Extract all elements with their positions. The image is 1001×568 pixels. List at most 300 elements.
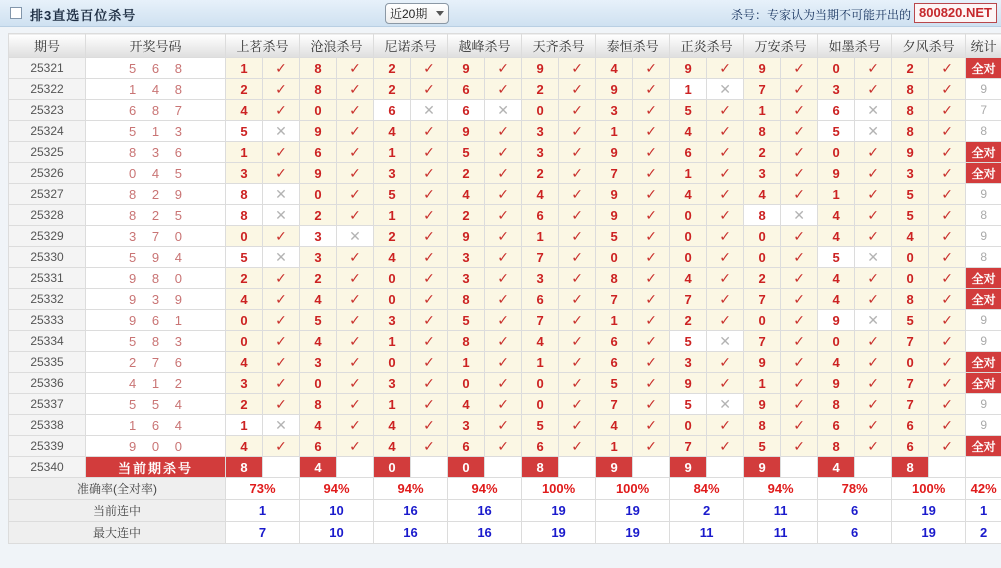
check-icon: ✓ <box>781 100 818 121</box>
check-icon: ✓ <box>855 58 892 79</box>
period-cell: 25328 <box>9 205 86 226</box>
kill-number-cell: 4 <box>448 184 485 205</box>
check-icon: ✓ <box>855 142 892 163</box>
current-kill-number-cell: 9 <box>596 457 633 478</box>
table-row <box>9 205 1001 226</box>
kill-number-cell: 8 <box>300 79 337 100</box>
kill-number-cell: 5 <box>596 226 633 247</box>
summary-value-cell: 19 <box>522 522 596 544</box>
table-row <box>9 373 1001 394</box>
check-icon: ✓ <box>633 226 670 247</box>
check-icon: ✓ <box>855 394 892 415</box>
check-icon: ✓ <box>337 142 374 163</box>
empty-cell <box>781 457 818 478</box>
row-stat-cell: 9 <box>966 331 1001 352</box>
kill-number-cell: 8 <box>448 331 485 352</box>
period-cell: 25330 <box>9 247 86 268</box>
check-icon: ✓ <box>633 436 670 457</box>
kill-number-cell: 9 <box>670 373 707 394</box>
check-icon: ✓ <box>781 352 818 373</box>
page-title: 排3直选百位杀号 <box>30 8 137 23</box>
check-icon: ✓ <box>781 436 818 457</box>
check-icon: ✓ <box>781 226 818 247</box>
summary-value-cell: 100% <box>522 478 596 500</box>
kill-number-cell: 8 <box>744 205 781 226</box>
kill-number-cell: 4 <box>448 394 485 415</box>
period-range-select[interactable] <box>385 3 449 24</box>
cross-icon: ✕ <box>707 394 744 415</box>
check-icon: ✓ <box>855 184 892 205</box>
summary-label: 当前连中 <box>9 500 226 522</box>
check-icon: ✓ <box>411 142 448 163</box>
period-cell: 25329 <box>9 226 86 247</box>
check-icon: ✓ <box>263 331 300 352</box>
kill-number-cell: 9 <box>448 58 485 79</box>
kill-number-cell: 4 <box>818 226 855 247</box>
kill-number-cell: 0 <box>448 373 485 394</box>
period-cell: 25339 <box>9 436 86 457</box>
check-icon: ✓ <box>337 184 374 205</box>
kill-number-cell: 1 <box>522 352 559 373</box>
check-icon: ✓ <box>263 163 300 184</box>
kill-number-cell: 0 <box>522 100 559 121</box>
check-icon: ✓ <box>855 331 892 352</box>
kill-number-cell: 4 <box>300 415 337 436</box>
kill-number-cell: 7 <box>522 310 559 331</box>
cross-icon: ✕ <box>411 100 448 121</box>
kill-number-cell: 0 <box>744 226 781 247</box>
check-icon: ✓ <box>411 415 448 436</box>
row-stat-cell: 全对 <box>966 373 1001 394</box>
kill-number-cell: 4 <box>818 268 855 289</box>
kill-number-cell: 7 <box>522 247 559 268</box>
table-row <box>9 79 1001 100</box>
kill-number-cell: 5 <box>226 247 263 268</box>
kill-number-cell: 6 <box>522 289 559 310</box>
kill-number-cell: 2 <box>374 226 411 247</box>
check-icon: ✓ <box>485 58 522 79</box>
kill-number-cell: 2 <box>226 79 263 100</box>
check-icon: ✓ <box>633 142 670 163</box>
kill-number-cell: 4 <box>596 415 633 436</box>
current-kill-number-cell: 4 <box>300 457 337 478</box>
kill-number-cell: 2 <box>300 268 337 289</box>
summary-value-cell: 94% <box>300 478 374 500</box>
summary-value-cell: 94% <box>448 478 522 500</box>
row-stat-cell: 全对 <box>966 58 1001 79</box>
check-icon: ✓ <box>781 247 818 268</box>
empty-cell <box>337 457 374 478</box>
kill-number-cell: 0 <box>300 373 337 394</box>
kill-number-cell: 6 <box>596 352 633 373</box>
kill-number-cell: 6 <box>522 205 559 226</box>
period-cell: 25337 <box>9 394 86 415</box>
check-icon: ✓ <box>855 436 892 457</box>
check-icon: ✓ <box>485 373 522 394</box>
kill-number-cell: 0 <box>226 226 263 247</box>
check-icon: ✓ <box>485 289 522 310</box>
kill-number-cell: 6 <box>448 79 485 100</box>
kill-number-cell: 1 <box>818 184 855 205</box>
kill-number-table <box>8 33 1001 544</box>
kill-number-cell: 5 <box>892 310 929 331</box>
row-stat-cell: 8 <box>966 121 1001 142</box>
check-icon: ✓ <box>633 163 670 184</box>
summary-value-cell: 94% <box>744 478 818 500</box>
kill-number-cell: 2 <box>744 268 781 289</box>
column-header-expert: 夕风杀号 <box>892 34 966 58</box>
kill-number-cell: 2 <box>522 79 559 100</box>
check-icon: ✓ <box>485 268 522 289</box>
summary-row <box>9 478 1001 500</box>
check-icon: ✓ <box>337 247 374 268</box>
check-icon: ✓ <box>929 436 966 457</box>
kill-number-cell: 3 <box>522 121 559 142</box>
chevron-down-icon <box>436 11 444 16</box>
check-icon: ✓ <box>337 205 374 226</box>
kill-number-cell: 8 <box>300 58 337 79</box>
check-icon: ✓ <box>485 163 522 184</box>
check-icon: ✓ <box>411 352 448 373</box>
kill-number-cell: 1 <box>374 205 411 226</box>
check-icon: ✓ <box>337 331 374 352</box>
summary-stat-cell: 1 <box>966 500 1001 522</box>
summary-value-cell: 11 <box>744 522 818 544</box>
check-icon: ✓ <box>411 163 448 184</box>
check-icon: ✓ <box>781 184 818 205</box>
kill-number-cell: 1 <box>226 142 263 163</box>
cross-icon: ✕ <box>855 247 892 268</box>
check-icon: ✓ <box>559 247 596 268</box>
winning-numbers-cell: 5 5 4 <box>86 394 226 415</box>
winning-numbers-cell: 8 2 9 <box>86 184 226 205</box>
check-icon: ✓ <box>929 394 966 415</box>
row-stat-cell: 8 <box>966 247 1001 268</box>
summary-row <box>9 500 1001 522</box>
kill-number-cell: 0 <box>744 310 781 331</box>
kill-number-cell: 2 <box>226 268 263 289</box>
check-icon: ✓ <box>411 331 448 352</box>
check-icon: ✓ <box>485 247 522 268</box>
table-row <box>9 394 1001 415</box>
summary-value-cell: 2 <box>670 500 744 522</box>
kill-number-cell: 7 <box>670 436 707 457</box>
kill-number-cell: 4 <box>818 352 855 373</box>
check-icon: ✓ <box>707 373 744 394</box>
current-kill-number-cell: 4 <box>818 457 855 478</box>
kill-number-cell: 3 <box>448 415 485 436</box>
table-row <box>9 226 1001 247</box>
empty-cell <box>411 457 448 478</box>
kill-number-cell: 8 <box>300 394 337 415</box>
summary-value-cell: 16 <box>374 500 448 522</box>
kill-number-cell: 3 <box>596 100 633 121</box>
kill-number-cell: 4 <box>374 436 411 457</box>
check-icon: ✓ <box>263 289 300 310</box>
empty-cell <box>929 457 966 478</box>
check-icon: ✓ <box>781 331 818 352</box>
kill-number-cell: 4 <box>670 121 707 142</box>
kill-number-cell: 1 <box>596 121 633 142</box>
check-icon: ✓ <box>633 415 670 436</box>
kill-number-cell: 4 <box>892 226 929 247</box>
kill-number-cell: 1 <box>226 58 263 79</box>
kill-number-cell: 9 <box>596 142 633 163</box>
kill-number-cell: 9 <box>596 205 633 226</box>
kill-number-cell: 3 <box>374 310 411 331</box>
check-icon: ✓ <box>929 205 966 226</box>
kill-number-cell: 8 <box>892 289 929 310</box>
check-icon: ✓ <box>707 289 744 310</box>
row-stat-cell: 9 <box>966 79 1001 100</box>
kill-number-cell: 7 <box>596 394 633 415</box>
winning-numbers-cell: 8 3 6 <box>86 142 226 163</box>
kill-number-cell: 2 <box>522 163 559 184</box>
kill-number-cell: 8 <box>892 79 929 100</box>
winning-numbers-cell: 8 2 5 <box>86 205 226 226</box>
kill-number-cell: 4 <box>818 289 855 310</box>
title-bar <box>0 0 1001 27</box>
summary-value-cell: 19 <box>892 500 966 522</box>
check-icon: ✓ <box>263 352 300 373</box>
check-icon: ✓ <box>337 310 374 331</box>
table-row <box>9 247 1001 268</box>
winning-numbers-cell: 5 8 3 <box>86 331 226 352</box>
kill-number-cell: 9 <box>448 226 485 247</box>
check-icon: ✓ <box>633 310 670 331</box>
check-icon: ✓ <box>337 415 374 436</box>
kill-number-cell: 5 <box>744 436 781 457</box>
table-row <box>9 331 1001 352</box>
table-row <box>9 163 1001 184</box>
kill-number-cell: 8 <box>892 100 929 121</box>
check-icon: ✓ <box>263 436 300 457</box>
check-icon: ✓ <box>707 184 744 205</box>
period-cell: 25333 <box>9 310 86 331</box>
kill-number-cell: 7 <box>892 394 929 415</box>
summary-value-cell: 10 <box>300 522 374 544</box>
summary-label: 最大连中 <box>9 522 226 544</box>
check-icon: ✓ <box>559 142 596 163</box>
current-kill-number-cell: 0 <box>374 457 411 478</box>
section-checkbox[interactable] <box>10 7 22 19</box>
kill-number-cell: 3 <box>300 226 337 247</box>
check-icon: ✓ <box>411 226 448 247</box>
summary-stat-cell: 2 <box>966 522 1001 544</box>
kill-number-cell: 0 <box>596 247 633 268</box>
check-icon: ✓ <box>929 310 966 331</box>
column-header-expert: 天齐杀号 <box>522 34 596 58</box>
summary-value-cell: 16 <box>448 522 522 544</box>
check-icon: ✓ <box>855 205 892 226</box>
check-icon: ✓ <box>559 331 596 352</box>
summary-value-cell: 19 <box>596 500 670 522</box>
row-stat-cell: 全对 <box>966 352 1001 373</box>
empty-cell <box>633 457 670 478</box>
kill-number-cell: 2 <box>670 310 707 331</box>
check-icon: ✓ <box>337 121 374 142</box>
kill-number-cell: 4 <box>374 121 411 142</box>
kill-number-cell: 5 <box>818 247 855 268</box>
empty-cell <box>559 457 596 478</box>
row-stat-cell: 9 <box>966 184 1001 205</box>
check-icon: ✓ <box>411 79 448 100</box>
winning-numbers-cell: 5 6 8 <box>86 58 226 79</box>
current-kill-number-cell: 0 <box>448 457 485 478</box>
check-icon: ✓ <box>263 394 300 415</box>
table-row <box>9 289 1001 310</box>
check-icon: ✓ <box>633 394 670 415</box>
column-header-expert: 尼诺杀号 <box>374 34 448 58</box>
winning-numbers-cell: 3 7 0 <box>86 226 226 247</box>
period-cell: 25331 <box>9 268 86 289</box>
check-icon: ✓ <box>263 310 300 331</box>
kill-number-cell: 4 <box>596 58 633 79</box>
period-cell: 25338 <box>9 415 86 436</box>
kill-number-cell: 4 <box>374 247 411 268</box>
check-icon: ✓ <box>485 436 522 457</box>
kill-number-cell: 4 <box>300 331 337 352</box>
check-icon: ✓ <box>633 247 670 268</box>
summary-value-cell: 16 <box>448 500 522 522</box>
kill-number-cell: 8 <box>226 184 263 205</box>
kill-number-cell: 4 <box>226 289 263 310</box>
check-icon: ✓ <box>411 373 448 394</box>
summary-value-cell: 6 <box>818 522 892 544</box>
kill-number-cell: 1 <box>670 79 707 100</box>
cross-icon: ✕ <box>263 247 300 268</box>
kill-number-cell: 9 <box>596 79 633 100</box>
kill-number-cell: 8 <box>818 436 855 457</box>
kill-number-cell: 9 <box>300 163 337 184</box>
check-icon: ✓ <box>411 436 448 457</box>
check-icon: ✓ <box>781 289 818 310</box>
column-header-stats: 统计 <box>966 34 1001 58</box>
column-header-period: 期号 <box>9 34 86 58</box>
check-icon: ✓ <box>559 100 596 121</box>
kill-number-cell: 2 <box>226 394 263 415</box>
check-icon: ✓ <box>707 415 744 436</box>
kill-number-cell: 6 <box>892 436 929 457</box>
check-icon: ✓ <box>485 142 522 163</box>
check-icon: ✓ <box>337 289 374 310</box>
kill-number-cell: 3 <box>226 373 263 394</box>
check-icon: ✓ <box>485 310 522 331</box>
kill-number-cell: 8 <box>596 268 633 289</box>
kill-number-cell: 3 <box>374 373 411 394</box>
kill-number-cell: 7 <box>892 331 929 352</box>
check-icon: ✓ <box>781 415 818 436</box>
check-icon: ✓ <box>411 58 448 79</box>
kill-number-cell: 7 <box>744 331 781 352</box>
check-icon: ✓ <box>855 415 892 436</box>
kill-number-cell: 5 <box>818 121 855 142</box>
kill-number-cell: 0 <box>374 352 411 373</box>
period-cell: 25335 <box>9 352 86 373</box>
check-icon: ✓ <box>411 184 448 205</box>
check-icon: ✓ <box>263 58 300 79</box>
period-cell: 25323 <box>9 100 86 121</box>
winning-numbers-cell: 0 4 5 <box>86 163 226 184</box>
summary-value-cell: 10 <box>300 500 374 522</box>
summary-value-cell: 84% <box>670 478 744 500</box>
row-stat-cell: 全对 <box>966 142 1001 163</box>
kill-number-cell: 6 <box>300 142 337 163</box>
period-cell: 25332 <box>9 289 86 310</box>
check-icon: ✓ <box>929 163 966 184</box>
check-icon: ✓ <box>337 436 374 457</box>
check-icon: ✓ <box>855 289 892 310</box>
row-stat-cell: 全对 <box>966 268 1001 289</box>
kill-number-cell: 5 <box>522 415 559 436</box>
row-stat-cell <box>966 457 1001 478</box>
check-icon: ✓ <box>263 226 300 247</box>
check-icon: ✓ <box>707 121 744 142</box>
summary-value-cell: 100% <box>596 478 670 500</box>
kill-number-cell: 6 <box>448 436 485 457</box>
kill-number-cell: 8 <box>744 415 781 436</box>
row-stat-cell: 全对 <box>966 436 1001 457</box>
kill-number-cell: 0 <box>670 247 707 268</box>
kill-number-cell: 3 <box>448 268 485 289</box>
kill-number-cell: 3 <box>744 163 781 184</box>
kill-number-cell: 2 <box>374 79 411 100</box>
check-icon: ✓ <box>559 205 596 226</box>
check-icon: ✓ <box>485 79 522 100</box>
check-icon: ✓ <box>633 121 670 142</box>
check-icon: ✓ <box>929 142 966 163</box>
table-row <box>9 58 1001 79</box>
empty-cell <box>707 457 744 478</box>
kill-number-cell: 9 <box>744 394 781 415</box>
site-watermark: 800820.NET <box>914 3 997 23</box>
check-icon: ✓ <box>559 289 596 310</box>
check-icon: ✓ <box>855 373 892 394</box>
winning-numbers-cell: 2 7 6 <box>86 352 226 373</box>
kill-number-cell: 4 <box>522 331 559 352</box>
kill-number-cell: 8 <box>892 121 929 142</box>
kill-number-cell: 0 <box>522 373 559 394</box>
check-icon: ✓ <box>559 373 596 394</box>
winning-numbers-cell: 4 1 2 <box>86 373 226 394</box>
kill-number-cell: 8 <box>226 205 263 226</box>
period-cell: 25336 <box>9 373 86 394</box>
kill-number-cell: 5 <box>300 310 337 331</box>
check-icon: ✓ <box>559 58 596 79</box>
kill-number-note: 杀号：专家认为当期不可能开出的 <box>730 8 911 22</box>
check-icon: ✓ <box>411 394 448 415</box>
winning-numbers-cell: 9 6 1 <box>86 310 226 331</box>
check-icon: ✓ <box>929 415 966 436</box>
kill-number-cell: 3 <box>818 79 855 100</box>
check-icon: ✓ <box>559 163 596 184</box>
check-icon: ✓ <box>707 352 744 373</box>
kill-number-cell: 2 <box>448 163 485 184</box>
cross-icon: ✕ <box>781 205 818 226</box>
empty-cell <box>855 457 892 478</box>
kill-number-cell: 4 <box>522 184 559 205</box>
winning-numbers-cell: 5 9 4 <box>86 247 226 268</box>
kill-number-cell: 4 <box>670 184 707 205</box>
kill-number-cell: 1 <box>374 331 411 352</box>
kill-number-cell: 6 <box>596 331 633 352</box>
kill-number-cell: 9 <box>818 310 855 331</box>
period-range-value: 近20期 <box>390 7 428 21</box>
kill-number-cell: 0 <box>892 247 929 268</box>
kill-number-cell: 0 <box>374 268 411 289</box>
cross-icon: ✕ <box>485 100 522 121</box>
kill-number-cell: 0 <box>374 289 411 310</box>
